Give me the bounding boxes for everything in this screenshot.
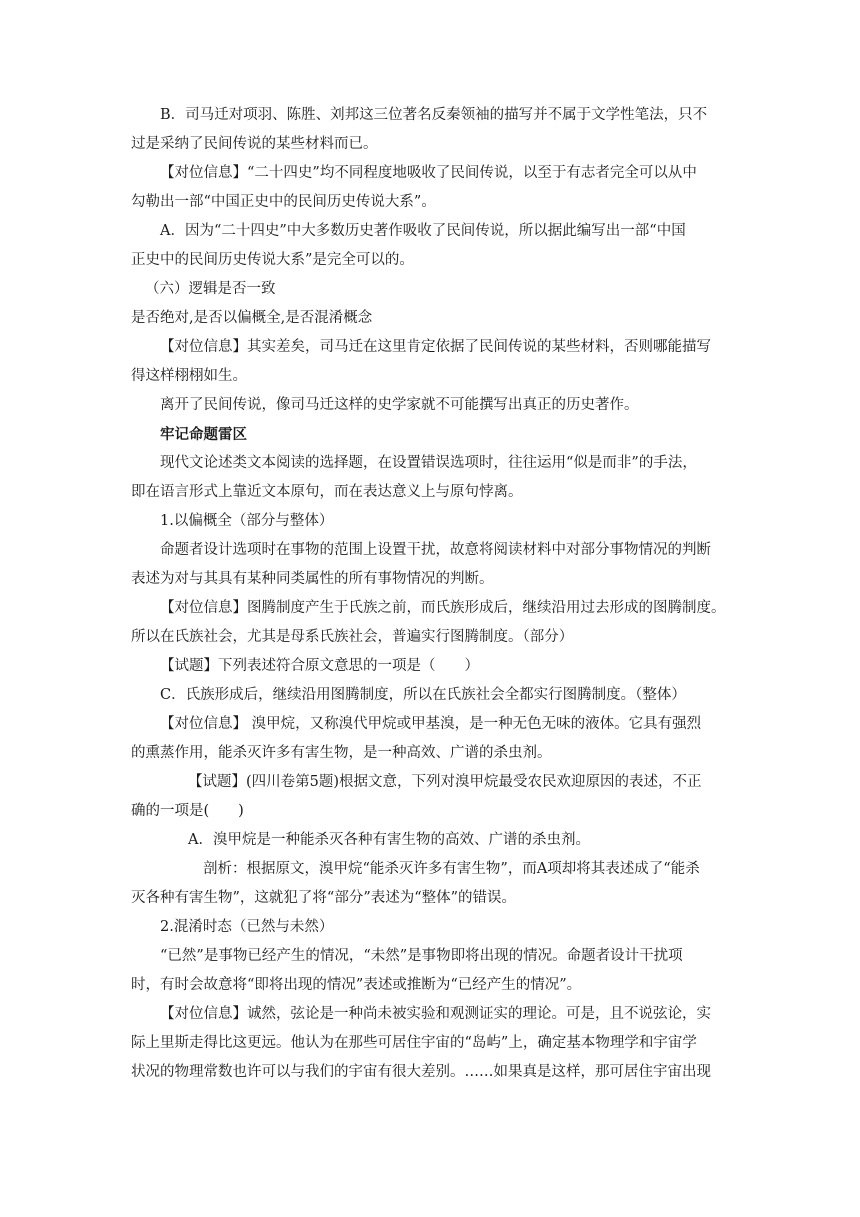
document-body <box>131 101 735 1087</box>
text-paragraph <box>131 536 735 594</box>
question-paragraph <box>131 652 735 681</box>
text-paragraph <box>131 391 735 420</box>
text-line: 离开了民间传说，像司马迁这样的史学家就不可能撰写出真正的历史著作。 <box>160 397 639 413</box>
text-line: 【对位信息】图腾制度产生于氏族之前，而氏族形成后，继续沿用过去形成的图腾制度。 <box>160 600 726 616</box>
text-line: 表述为对与其具有某种同类属性的所有事物情况的判断。 <box>131 571 494 587</box>
text-line: 灭各种有害生物”，这就犯了将“部分”表述为“整体”的错误。 <box>131 890 517 906</box>
text-line: 勾勒出一部“中国正史中的民间历史传说大系”。 <box>131 194 436 210</box>
text-line: 【试题】(四川卷第5题)根据文意，下列对溴甲烷最受农民欢迎原因的表述，不正 <box>188 774 702 790</box>
text-line: C．氏族形成后，继续沿用图腾制度，所以在氏族社会全都实行图腾制度。（整体） <box>160 687 686 703</box>
text-line: 剖析：根据原文，溴甲烷“能杀灭许多有害生物”，而A项却将其表述成了“能杀 <box>203 861 700 877</box>
text-line: 是否绝对,是否以偏概全,是否混淆概念 <box>131 310 373 326</box>
text-line: 际上里斯走得比这更远。他认为在那些可居住宇宙的“岛屿”上，确定基本物理学和宇宙学 <box>131 1035 697 1051</box>
text-line: 命题者设计选项时在事物的范围上设置干扰，故意将阅读材料中对部分事物情况的判断 <box>160 542 711 558</box>
info-paragraph <box>131 159 735 217</box>
subsection-heading <box>131 507 735 536</box>
text-line: 【对位信息】其实差矣，司马迁在这里肯定依据了民间传说的某些材料，否则哪能描写 <box>160 339 711 355</box>
text-line: 的熏蒸作用，能杀灭许多有害生物，是一种高效、广谱的杀虫剂。 <box>131 745 552 761</box>
option-a-paragraph <box>131 826 735 855</box>
text-line: 1.以偏概全（部分与整体） <box>160 513 334 529</box>
text-line: 现代文论述类文本阅读的选择题，在设置错误选项时，往往运用“似是而非”的手法， <box>160 455 697 471</box>
text-line: 过是采纳了民间传说的某些材料而已。 <box>131 136 378 152</box>
text-line: 状况的物理常数也许可以与我们的宇宙有很大差别。……如果真是这样，那可居住宇宙出现 <box>131 1064 711 1080</box>
text-line: 【对位信息】 溴甲烷，又称溴代甲烷或甲基溴，是一种无色无味的液体。它具有强烈 <box>160 716 702 732</box>
section-heading <box>131 275 735 304</box>
text-line: 得这样栩栩如生。 <box>131 368 247 384</box>
text-line: 正史中的民间历史传说大系”是完全可以的。 <box>131 252 414 268</box>
text-line: B．司马迁对项羽、陈胜、刘邦这三位著名反秦领袖的描写并不属于文学性笔法，只不 <box>160 107 708 123</box>
text-line: 时，有时会故意将“即将出现的情况”表述或推断为“已经产生的情况”。 <box>131 977 582 993</box>
text-line: A．因为“二十四史”中大多数历史著作吸收了民间传说，所以据此编写出一部“中国 <box>160 223 686 239</box>
text-line: 确的一项是( ) <box>131 803 244 819</box>
text-line: “已然”是事物已经产生的情况，“未然”是事物即将出现的情况。命题者设计干扰项 <box>160 948 683 964</box>
text-line: 【对位信息】诚然，弦论是一种尚未被实验和观测证实的理论。可是，且不说弦论，实 <box>160 1006 711 1022</box>
text-line: A．溴甲烷是一种能杀灭各种有害生物的高效、广谱的杀虫剂。 <box>188 832 590 848</box>
option-c-paragraph <box>131 681 735 710</box>
subsection-heading <box>131 913 735 942</box>
section-heading <box>131 420 735 449</box>
text-paragraph <box>131 942 735 1000</box>
question-paragraph <box>131 768 735 826</box>
text-paragraph <box>131 449 735 507</box>
info-paragraph <box>131 710 735 768</box>
text-line: 所以在氏族社会，尤其是母系氏族社会，普遍实行图腾制度。（部分） <box>131 629 574 645</box>
text-line: （六）逻辑是否一致 <box>145 281 276 297</box>
analysis-paragraph <box>131 855 735 913</box>
info-paragraph <box>131 594 735 652</box>
text-paragraph <box>131 304 735 333</box>
text-line: 牢记命题雷区 <box>160 426 247 443</box>
text-line: 即在语言形式上靠近文本原句，而在表达意义上与原句悖离。 <box>131 484 523 500</box>
text-line: 2.混淆时态（已然与未然） <box>160 919 334 935</box>
option-b-paragraph <box>131 101 735 159</box>
text-line: 【对位信息】“二十四史”均不同程度地吸收了民间传说，以至于有志者完全可以从中 <box>160 165 697 181</box>
info-paragraph <box>131 333 735 391</box>
info-paragraph <box>131 1000 735 1087</box>
option-a-paragraph <box>131 217 735 275</box>
text-line: 【试题】下列表述符合原文意思的一项是（ ） <box>160 658 479 674</box>
